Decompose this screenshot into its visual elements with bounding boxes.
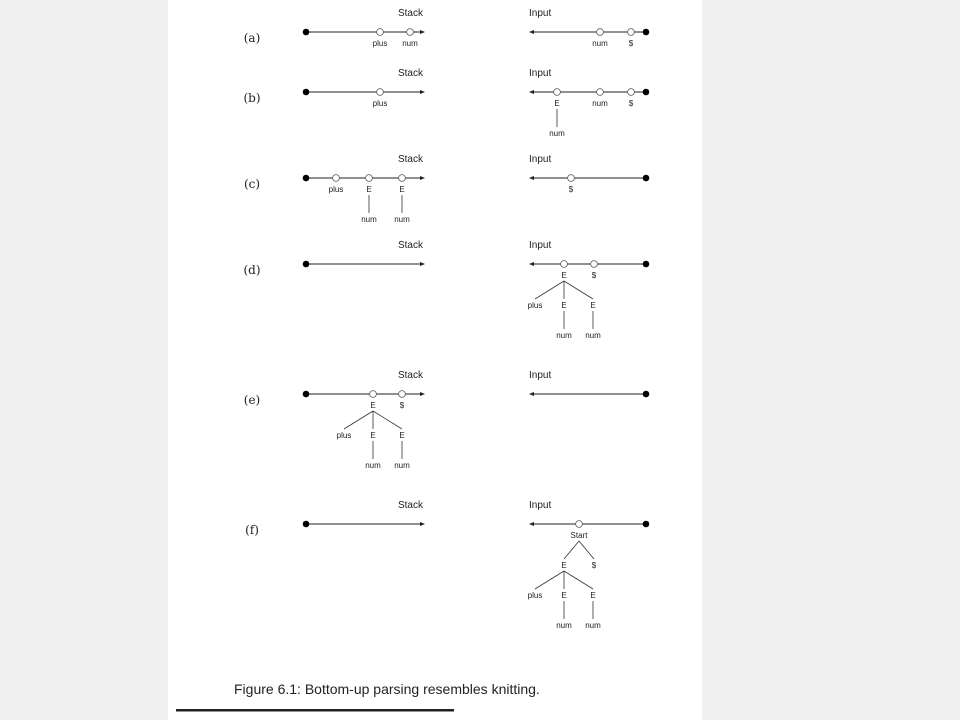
row-0-stack-end-dot [303,29,310,36]
row-3-stack-arrow [420,262,425,266]
row-3-input-end-dot [643,261,650,268]
row-4-stack-node-0-child-2: E [399,431,405,440]
figure-page [168,0,702,720]
row-5-input-node-0-edge-1 [579,541,594,559]
row-4-stack-node-0-child-1-child-0: num [365,461,381,470]
row-3-input-node-0-child-2: E [590,301,596,310]
parsing-diagram [168,0,702,720]
row-2-stack-header: Stack [397,154,423,165]
row-1-stack-end-dot [303,89,310,96]
row-0-input-node-0: num [592,39,608,48]
row-1-stack-node-0-marker [377,89,384,96]
row-4-stack-end-dot [303,391,310,398]
row-4-stack-node-0-child-2-child-0: num [394,461,410,470]
row-0-stack-node-0: plus [372,39,388,48]
row-4-stack-node-0-edge-0 [344,411,373,429]
row-3-label: (d) [243,263,261,277]
row-3-input-node-0: E [561,271,567,280]
row-2-stack-arrow [420,176,425,180]
row-5-input-node-0-child-1: $ [591,561,597,570]
row-4-input-end-dot [643,391,650,398]
row-5-input-node-0-child-0-edge-0 [535,571,564,589]
row-1-stack-node-0: plus [372,99,388,108]
row-2-input-node-0-marker [568,175,575,182]
row-0-input-end-dot [643,29,650,36]
row-4-stack-node-0-child-1: E [370,431,376,440]
row-3-input-node-0-child-2-child-0: num [585,331,601,340]
row-5-input-node-0-child-0-child-2: E [590,591,596,600]
row-2-stack-node-1-marker [366,175,373,182]
row-5-input-node-0: Start [570,531,588,540]
row-1-input-node-0-child-0: num [549,129,565,138]
row-5-input-node-0-child-0-child-1-child-0: num [556,621,572,630]
row-4-stack-node-1-marker [399,391,406,398]
row-4-stack-node-0-child-0: plus [336,431,352,440]
row-5-input-arrow [529,522,534,526]
row-3-input-node-1-marker [591,261,598,268]
row-4-stack-arrow [420,392,425,396]
row-3-input-arrow [529,262,534,266]
row-0-label: (a) [243,31,261,45]
row-3-input-node-0-child-1: E [561,301,567,310]
row-2-stack-node-2-child-0: num [394,215,410,224]
row-2-stack-node-0-marker [333,175,340,182]
row-3-input-node-0-edge-0 [535,281,564,299]
row-3-input-header: Input [529,240,552,251]
row-5-label: (f) [245,523,259,537]
row-3-input-node-0-marker [561,261,568,268]
row-0-input-node-1-marker [628,29,635,36]
row-1-input-node-1: num [592,99,608,108]
row-0-input-node-0-marker [597,29,604,36]
caption-rule [176,709,454,712]
row-1-input-arrow [529,90,534,94]
row-5-input-node-0-child-0-child-1: E [561,591,567,600]
row-1-stack-arrow [420,90,425,94]
row-5-stack-arrow [420,522,425,526]
row-2-stack-node-2: E [399,185,405,194]
row-3-stack-header: Stack [397,240,423,251]
row-5-stack-header: Stack [397,500,423,511]
row-1-input-end-dot [643,89,650,96]
row-3-input-node-0-edge-2 [564,281,593,299]
row-3-input-node-0-child-1-child-0: num [556,331,572,340]
row-2-input-header: Input [529,154,552,165]
row-0-input-node-1: $ [628,39,634,48]
row-2-stack-node-1: E [366,185,372,194]
row-2-stack-node-2-marker [399,175,406,182]
row-2-input-node-0: $ [568,185,574,194]
row-2-stack-node-0: plus [328,185,344,194]
row-2-input-end-dot [643,175,650,182]
row-5-input-node-0-child-0: E [561,561,567,570]
row-2-input-arrow [529,176,534,180]
row-4-stack-node-0-edge-2 [373,411,402,429]
row-0-stack-node-0-marker [377,29,384,36]
row-5-input-node-0-child-0-child-0: plus [527,591,543,600]
row-2-stack-node-1-child-0: num [361,215,377,224]
row-5-input-node-0-child-0-edge-2 [564,571,593,589]
row-0-input-arrow [529,30,534,34]
row-0-stack-node-1-marker [407,29,414,36]
row-5-input-end-dot [643,521,650,528]
figure-caption: Figure 6.1: Bottom-up parsing resembles knitting. [234,681,540,697]
row-4-label: (e) [243,393,261,407]
row-5-input-header: Input [529,500,552,511]
row-2-stack-end-dot [303,175,310,182]
row-4-stack-header: Stack [397,370,423,381]
row-3-input-node-0-child-0: plus [527,301,543,310]
row-1-label: (b) [243,91,261,105]
row-4-stack-node-1: $ [399,401,405,410]
row-4-input-arrow [529,392,534,396]
row-1-input-node-2-marker [628,89,635,96]
row-1-input-node-1-marker [597,89,604,96]
row-1-input-node-0-marker [554,89,561,96]
row-5-stack-end-dot [303,521,310,528]
row-2-label: (c) [243,177,261,191]
row-4-input-header: Input [529,370,552,381]
row-3-input-node-1: $ [591,271,597,280]
row-5-input-node-0-marker [576,521,583,528]
row-5-input-node-0-child-0-child-2-child-0: num [585,621,601,630]
row-1-input-node-2: $ [628,99,634,108]
row-4-stack-node-0-marker [370,391,377,398]
row-3-stack-end-dot [303,261,310,268]
row-5-input-node-0-edge-0 [564,541,579,559]
row-0-stack-header: Stack [397,8,423,19]
row-0-stack-arrow [420,30,425,34]
row-0-input-header: Input [529,8,552,19]
row-1-input-node-0: E [554,99,560,108]
row-1-input-header: Input [529,68,552,79]
row-0-stack-node-1: num [402,39,418,48]
row-4-stack-node-0: E [370,401,376,410]
row-1-stack-header: Stack [397,68,423,79]
